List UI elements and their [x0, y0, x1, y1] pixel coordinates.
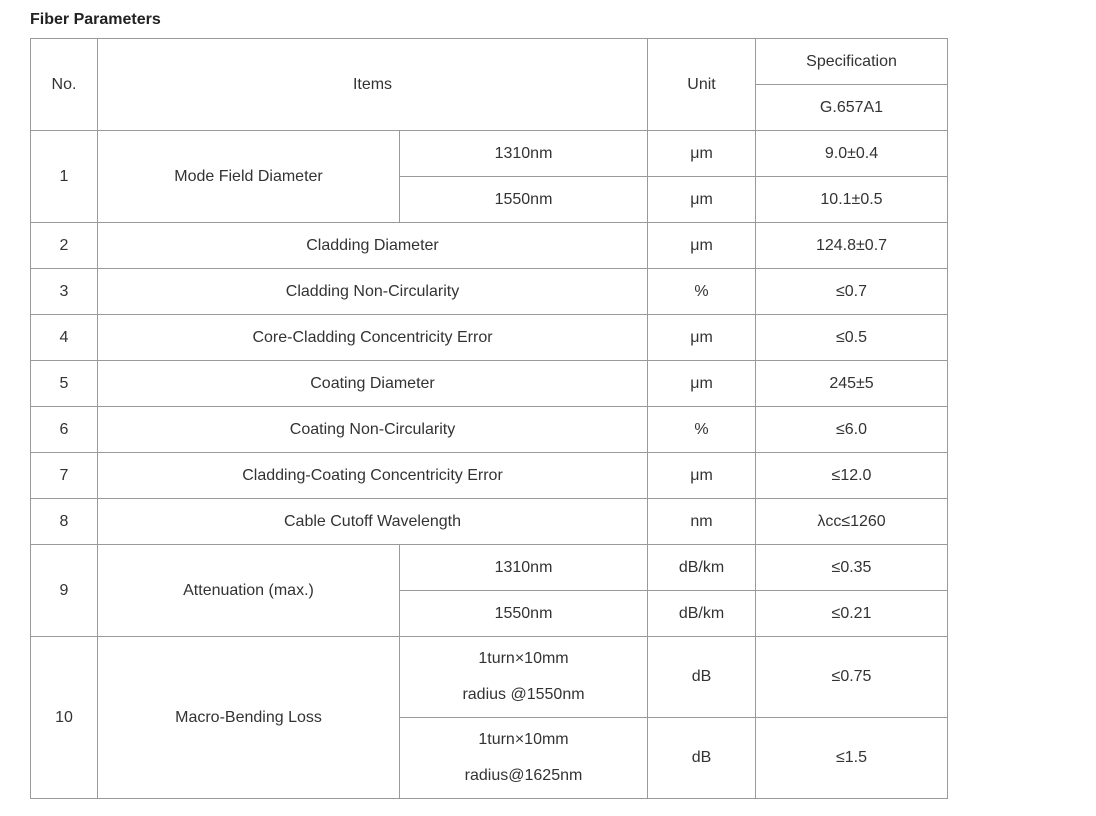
row-value: ≤0.5 [756, 315, 948, 361]
sub-item-line: 1turn×10mm [478, 731, 569, 748]
row-no: 10 [31, 637, 98, 799]
header-standard: G.657A1 [756, 85, 948, 131]
table-row [31, 499, 948, 545]
row-unit: % [648, 269, 756, 315]
row-sub-item: 1310nm [400, 545, 648, 591]
row-item: Mode Field Diameter [98, 131, 400, 223]
table-row [31, 453, 948, 499]
table-row [31, 131, 948, 177]
table-row [31, 223, 948, 269]
row-item: Cladding Non-Circularity [98, 269, 648, 315]
row-value: ≤6.0 [756, 407, 948, 453]
table-row [31, 315, 948, 361]
row-value: λcc≤1260 [756, 499, 948, 545]
row-value: 9.0±0.4 [756, 131, 948, 177]
row-unit: nm [648, 499, 756, 545]
row-item: Coating Diameter [98, 361, 648, 407]
row-unit: μm [648, 315, 756, 361]
row-item: Macro-Bending Loss [98, 637, 400, 799]
row-value: ≤0.35 [756, 545, 948, 591]
row-value: 124.8±0.7 [756, 223, 948, 269]
row-value: 10.1±0.5 [756, 177, 948, 223]
row-sub-item [400, 718, 648, 799]
row-item: Attenuation (max.) [98, 545, 400, 637]
row-item: Cladding-Coating Concentricity Error [98, 453, 648, 499]
page-title: Fiber Parameters [30, 11, 161, 28]
row-value: ≤0.75 [756, 637, 948, 718]
row-item: Cable Cutoff Wavelength [98, 499, 648, 545]
row-unit: μm [648, 361, 756, 407]
row-sub-item: 1550nm [400, 591, 648, 637]
row-item: Cladding Diameter [98, 223, 648, 269]
row-unit: dB [648, 718, 756, 799]
row-no: 3 [31, 269, 98, 315]
row-value: ≤0.7 [756, 269, 948, 315]
row-unit: μm [648, 223, 756, 269]
row-no: 2 [31, 223, 98, 269]
row-sub-item: 1550nm [400, 177, 648, 223]
sub-item-line: radius@1625nm [464, 767, 583, 784]
row-sub-item [400, 637, 648, 718]
table-row [31, 637, 948, 718]
row-no: 5 [31, 361, 98, 407]
row-sub-item: 1310nm [400, 131, 648, 177]
row-unit: μm [648, 131, 756, 177]
row-value: 245±5 [756, 361, 948, 407]
row-unit: μm [648, 177, 756, 223]
row-item: Coating Non-Circularity [98, 407, 648, 453]
sub-item-line: radius @1550nm [462, 686, 585, 703]
row-no: 1 [31, 131, 98, 223]
row-value: ≤1.5 [756, 718, 948, 799]
header-items: Items [98, 39, 648, 131]
sub-item-line: 1turn×10mm [478, 650, 569, 667]
header-unit: Unit [648, 39, 756, 131]
table-row [31, 407, 948, 453]
row-unit: % [648, 407, 756, 453]
row-no: 6 [31, 407, 98, 453]
row-no: 7 [31, 453, 98, 499]
row-no: 8 [31, 499, 98, 545]
row-no: 4 [31, 315, 98, 361]
row-unit: dB/km [648, 591, 756, 637]
row-value: ≤12.0 [756, 453, 948, 499]
header-no: No. [31, 39, 98, 131]
fiber-parameters-table [30, 38, 948, 799]
row-value: ≤0.21 [756, 591, 948, 637]
table-row [31, 361, 948, 407]
row-unit: μm [648, 453, 756, 499]
table-row [31, 269, 948, 315]
table-row [31, 545, 948, 591]
row-no: 9 [31, 545, 98, 637]
row-unit: dB [648, 637, 756, 718]
header-specification: Specification [756, 39, 948, 85]
table-header-row [31, 39, 948, 85]
row-unit: dB/km [648, 545, 756, 591]
row-item: Core-Cladding Concentricity Error [98, 315, 648, 361]
